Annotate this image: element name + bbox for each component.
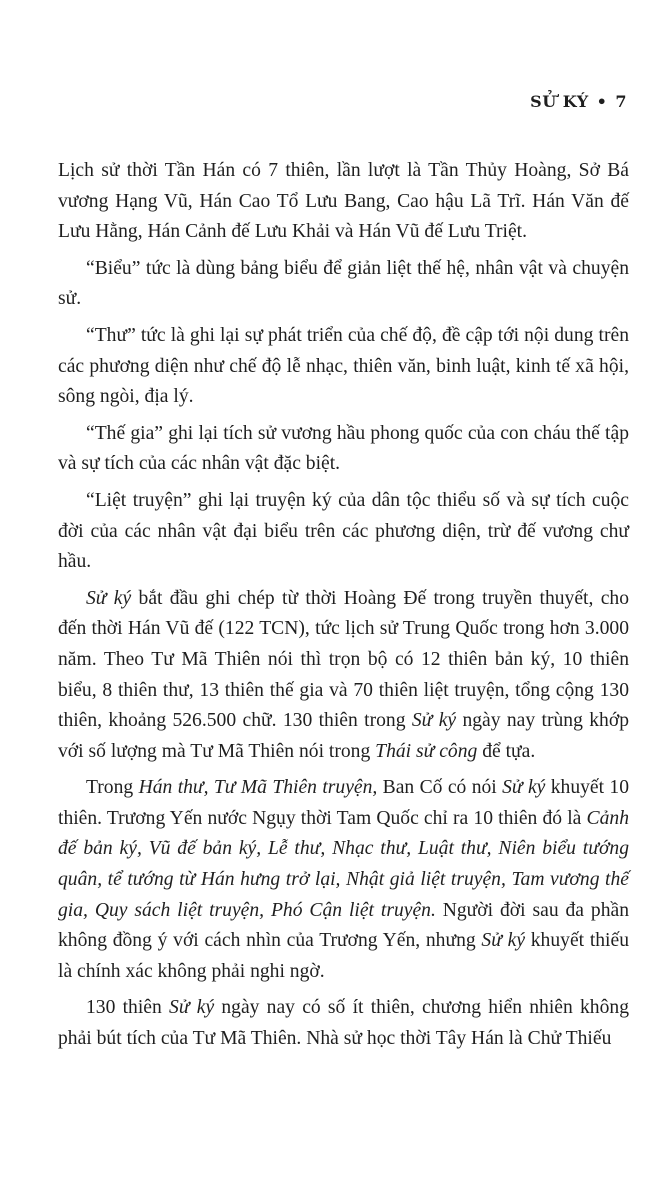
page-number: 7 bbox=[615, 92, 627, 111]
text-run: ngày nay trùng khớp với số lượng mà Tư Mã Thiên nói trong bbox=[58, 710, 629, 762]
text-run: Người đời sau đa phần không đồng ý với cách nhìn của Trương Yến, nhưng bbox=[58, 899, 629, 952]
text-run: “Thư” tức là ghi lại sự phát triển của chế độ, đề cập tới nội dung trên các phương diện như chế độ lễ nhạc, thiên văn, binh luật, kinh tế xã hội, sông ngòi, địa lý. bbox=[58, 324, 629, 408]
text-run: 130 thiên bbox=[86, 997, 170, 1019]
italic-text: Sử ký bbox=[411, 710, 457, 732]
paragraph bbox=[58, 254, 629, 315]
text-run: để tựa. bbox=[477, 740, 536, 762]
italic-text: Sử ký bbox=[169, 997, 215, 1019]
text-run: “Liệt truyện” ghi lại truyện ký của dân tộc thiểu số và sự tích cuộc đời của các nhân vật đại biểu trên các phương diện, trừ đế vương chư hầu. bbox=[58, 489, 629, 573]
italic-text: Sử ký bbox=[481, 930, 526, 952]
text-run: khuyết thiếu là chính xác không phải nghi ngờ. bbox=[58, 930, 629, 982]
text-run: Ban Cố có nói bbox=[377, 777, 503, 799]
text-run: bắt đầu ghi chép từ thời Hoàng Đế trong truyền thuyết, cho đến thời Hán Vũ đế (122 TCN), tức lịch sử Trung Quốc trong hơn 3.000 năm. Theo Tư Mã Thiên nói thì trọn bộ có 12 thiên bản ký, 10 thiên biểu, 8 thiên thư, 13 thiên thế gia và 70 thiên liệt truyện, tổng cộng 130 thiên, khoảng 526.500 chữ. 130 thiên trong bbox=[58, 587, 629, 732]
text-run: “Biểu” tức là dùng bảng biểu để giản liệt thế hệ, nhân vật và chuyện sử. bbox=[58, 257, 629, 310]
italic-text: Hán thư, Tư Mã Thiên truyện, bbox=[138, 777, 378, 799]
text-run: Lịch sử thời Tần Hán có 7 thiên, lần lượt là Tần Thủy Hoàng, Sở Bá vương Hạng Vũ, Hán Cao Tổ Lưu Bang, Cao hậu Lã Trĩ. Hán Văn đế Lưu Hằng, Hán Cảnh đế Lưu Khải và Hán Vũ đế Lưu Triệt. bbox=[58, 160, 629, 243]
running-header bbox=[530, 92, 627, 111]
text-run: Trong bbox=[86, 777, 139, 799]
italic-text: Cảnh đế bản ký, Vũ đế bản ký, Lễ thư, Nhạc thư, Luật thư, Niên biểu tướng quân, tể tướng từ Hán hưng trở lại, Nhật giả liệt truyện, Tam vương thế gia, Quy sách liệt truyện, Phó Cận liệt truyện. bbox=[58, 807, 629, 921]
book-title: SỬ KÝ bbox=[530, 92, 589, 111]
paragraph bbox=[58, 321, 629, 413]
text-run: ngày nay có số ít thiên, chương hiển nhiên không phải bút tích của Tư Mã Thiên. Nhà sử học thời Tây Hán là Chử Thiếu bbox=[58, 997, 629, 1050]
italic-text: Sử ký bbox=[86, 587, 132, 609]
italic-text: Sử ký bbox=[502, 777, 546, 799]
paragraph bbox=[58, 773, 629, 987]
paragraph bbox=[58, 993, 629, 1054]
paragraph bbox=[58, 156, 629, 248]
paragraph bbox=[58, 584, 629, 768]
text-run: “Thế gia” ghi lại tích sử vương hầu phong quốc của con cháu thế tập và sự tích của các nhân vật đặc biệt. bbox=[58, 422, 629, 475]
body-text bbox=[58, 156, 629, 1061]
text-run: khuyết 10 thiên. Trương Yến nước Ngụy thời Tam Quốc chỉ ra 10 thiên đó là bbox=[58, 777, 630, 829]
paragraph bbox=[58, 419, 629, 480]
paragraph bbox=[58, 486, 629, 578]
header-separator: • bbox=[596, 92, 608, 111]
italic-text: Thái sử công bbox=[375, 740, 478, 762]
